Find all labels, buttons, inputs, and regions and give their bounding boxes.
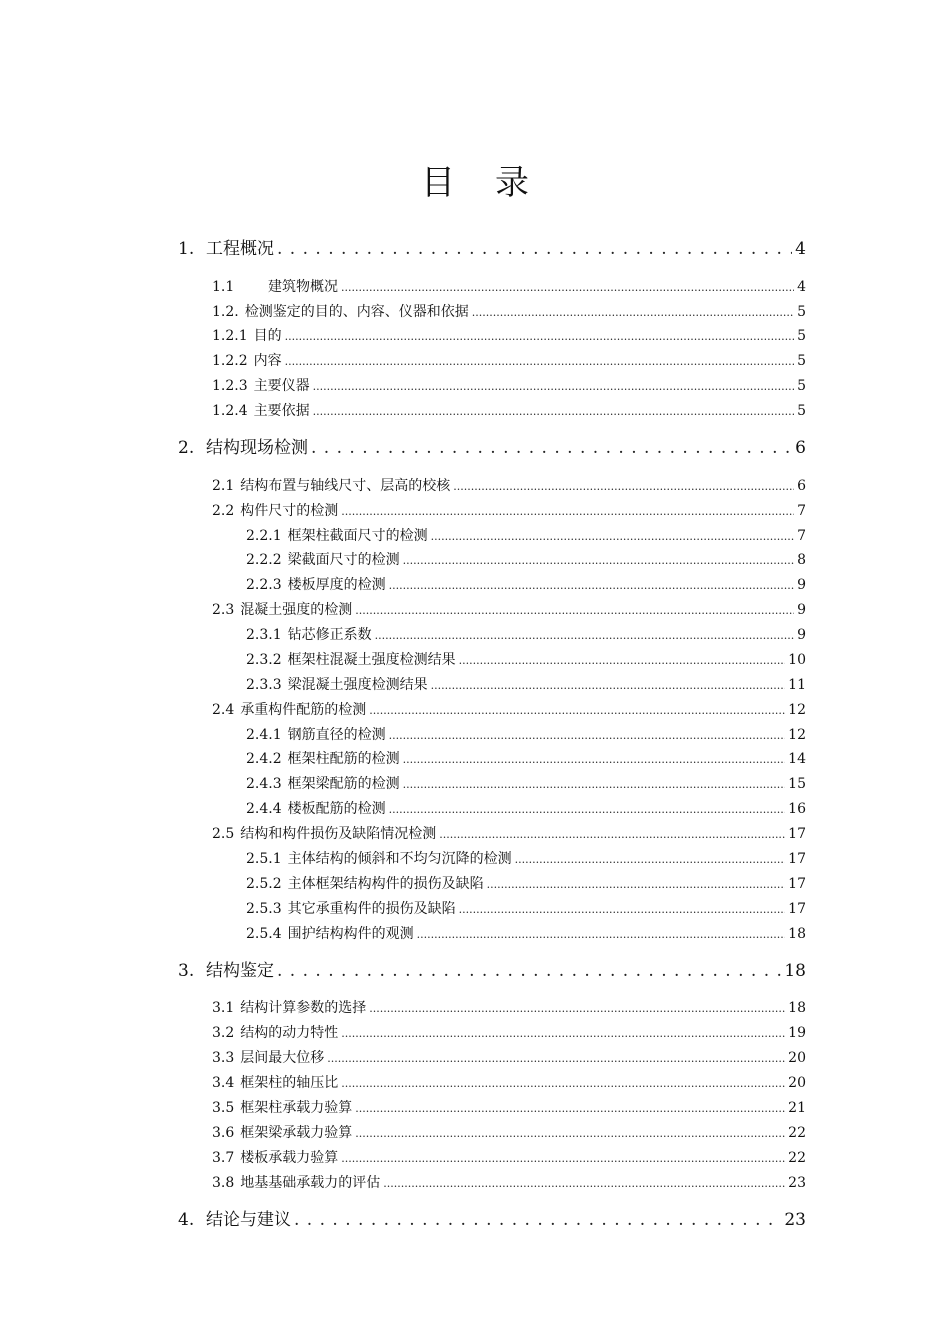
toc-entry-page-number: 16 bbox=[788, 801, 806, 817]
toc-entry-label: 框架柱截面尺寸的检测 bbox=[287, 528, 428, 544]
toc-leader-dots bbox=[311, 438, 792, 458]
toc-entry-number: 3.6 bbox=[212, 1125, 235, 1141]
toc-entry-page-number: 12 bbox=[788, 702, 806, 718]
toc-entry-page-number: 8 bbox=[797, 552, 806, 568]
toc-entry[interactable] bbox=[246, 724, 806, 744]
toc-entry-label: 框架梁配筋的检测 bbox=[287, 776, 400, 792]
toc-leader-dots bbox=[431, 528, 794, 544]
toc-entry[interactable] bbox=[212, 1122, 806, 1142]
toc-entry-label: 框架柱的轴压比 bbox=[240, 1075, 339, 1091]
toc-entry[interactable] bbox=[246, 525, 806, 545]
toc-entry-page-number: 11 bbox=[788, 677, 806, 693]
toc-leader-dots bbox=[459, 652, 786, 668]
toc-entry-page-number: 18 bbox=[784, 961, 806, 981]
toc-entry-number: 2.3.2 bbox=[246, 652, 282, 668]
toc-entry-label: 楼板配筋的检测 bbox=[287, 801, 386, 817]
toc-entry-label: 结构计算参数的选择 bbox=[240, 1000, 367, 1016]
toc-leader-dots bbox=[487, 876, 786, 892]
toc-leader-dots bbox=[341, 279, 794, 295]
toc-leader-dots bbox=[277, 961, 781, 981]
toc-entry-page-number: 5 bbox=[797, 378, 806, 394]
toc-entry-number: 2.5.1 bbox=[246, 851, 282, 867]
toc-entry-label: 层间最大位移 bbox=[240, 1050, 325, 1066]
toc-entry-number: 3.3 bbox=[212, 1050, 235, 1066]
toc-entry[interactable] bbox=[246, 923, 806, 943]
toc-entry[interactable] bbox=[246, 798, 806, 818]
toc-entry-number: 2.3 bbox=[212, 602, 235, 618]
toc-entry[interactable] bbox=[212, 1172, 806, 1192]
toc-entry-label: 检测鉴定的目的、内容、仪器和依据 bbox=[244, 304, 469, 320]
toc-entry-number: 2.4 bbox=[212, 702, 235, 718]
toc-entry-page-number: 23 bbox=[784, 1210, 806, 1230]
toc-entry-label: 构件尺寸的检测 bbox=[240, 503, 339, 519]
toc-leader-dots bbox=[403, 552, 794, 568]
toc-entry[interactable] bbox=[212, 699, 806, 719]
toc-entry-label: 建筑物概况 bbox=[268, 279, 338, 295]
toc-entry-page-number: 9 bbox=[797, 577, 806, 593]
toc-entry-number: 2.2.1 bbox=[246, 528, 282, 544]
toc-entry-label: 承重构件配筋的检测 bbox=[240, 702, 367, 718]
toc-entry-label: 主体结构的倾斜和不均匀沉降的检测 bbox=[287, 851, 512, 867]
toc-entry[interactable] bbox=[246, 873, 806, 893]
toc-entry[interactable] bbox=[246, 748, 806, 768]
toc-title bbox=[0, 155, 950, 204]
toc-entry-number: 3.2 bbox=[212, 1025, 235, 1041]
toc-leader-dots bbox=[327, 1050, 785, 1066]
toc-entry-page-number: 22 bbox=[788, 1150, 806, 1166]
toc-entry-page-number: 14 bbox=[788, 751, 806, 767]
toc-leader-dots bbox=[313, 378, 794, 394]
toc-entry-number: 3.7 bbox=[212, 1150, 235, 1166]
toc-entry-number: 3.5 bbox=[212, 1100, 235, 1116]
toc-entry-label: 结构和构件损伤及缺陷情况检测 bbox=[240, 826, 437, 842]
toc-entry-number: 2.2.3 bbox=[246, 577, 282, 593]
toc-entry-label: 框架柱配筋的检测 bbox=[287, 751, 400, 767]
toc-entry-label: 围护结构构件的观测 bbox=[287, 926, 414, 942]
toc-entry-page-number: 4 bbox=[797, 279, 806, 295]
toc-leader-dots bbox=[285, 328, 794, 344]
toc-entry-number: 1. bbox=[178, 239, 195, 259]
toc-entry-number: 3. bbox=[178, 961, 195, 981]
toc-leader-dots bbox=[355, 1100, 785, 1116]
toc-entry-number: 1.1 bbox=[212, 279, 235, 295]
toc-entry-page-number: 9 bbox=[797, 627, 806, 643]
toc-leader-dots bbox=[459, 901, 786, 917]
toc-entry-page-number: 17 bbox=[788, 851, 806, 867]
toc-leader-dots bbox=[375, 627, 794, 643]
toc-entry[interactable] bbox=[212, 1097, 806, 1117]
toc-entry-label: 内容 bbox=[253, 353, 282, 369]
toc-entry-number: 2.3.3 bbox=[246, 677, 282, 693]
toc-entry-page-number: 18 bbox=[788, 926, 806, 942]
toc-leader-dots bbox=[472, 304, 794, 320]
toc-entry-label: 梁截面尺寸的检测 bbox=[287, 552, 400, 568]
toc-entry-number: 2.4.3 bbox=[246, 776, 282, 792]
toc-entry[interactable] bbox=[212, 1147, 806, 1167]
toc-entry-label: 工程概况 bbox=[206, 239, 274, 259]
toc-entry[interactable] bbox=[178, 956, 806, 980]
toc-entry-number: 2.4.2 bbox=[246, 751, 282, 767]
toc-leader-dots bbox=[453, 478, 794, 494]
toc-entry[interactable] bbox=[212, 599, 806, 619]
toc-entry-page-number: 18 bbox=[788, 1000, 806, 1016]
toc-entry-label: 梁混凝土强度检测结果 bbox=[287, 677, 428, 693]
toc-entry-label: 结构布置与轴线尺寸、层高的校核 bbox=[240, 478, 451, 494]
toc-entry[interactable] bbox=[246, 898, 806, 918]
toc-entry-number: 2.5.2 bbox=[246, 876, 282, 892]
toc-leader-dots bbox=[355, 602, 794, 618]
toc-entry[interactable] bbox=[212, 301, 806, 321]
toc-entry[interactable] bbox=[212, 500, 806, 520]
toc-entry-page-number: 21 bbox=[788, 1100, 806, 1116]
toc-entry[interactable] bbox=[246, 773, 806, 793]
toc-entry[interactable] bbox=[212, 375, 806, 395]
toc-entry-number: 2.5.3 bbox=[246, 901, 282, 917]
toc-entry-number: 3.8 bbox=[212, 1175, 235, 1191]
toc-entry[interactable] bbox=[212, 350, 806, 370]
toc-leader-dots bbox=[515, 851, 786, 867]
toc-entry-page-number: 23 bbox=[788, 1175, 806, 1191]
toc-entry-page-number: 17 bbox=[788, 876, 806, 892]
toc-entry-page-number: 5 bbox=[797, 304, 806, 320]
toc-entry-number: 2.2 bbox=[212, 503, 235, 519]
toc-leader-dots bbox=[389, 801, 786, 817]
toc-entry-page-number: 12 bbox=[788, 727, 806, 743]
toc-leader-dots bbox=[369, 702, 785, 718]
toc-entry[interactable] bbox=[178, 433, 806, 457]
toc-entry-page-number: 6 bbox=[797, 478, 806, 494]
toc-entry[interactable] bbox=[212, 400, 806, 420]
toc-entry-number: 2.5.4 bbox=[246, 926, 282, 942]
toc-leader-dots bbox=[403, 776, 786, 792]
toc-leader-dots bbox=[369, 1000, 785, 1016]
toc-entry-page-number: 22 bbox=[788, 1125, 806, 1141]
toc-entry-label: 主要依据 bbox=[253, 403, 310, 419]
toc-entry[interactable] bbox=[212, 1047, 806, 1067]
toc-entry[interactable] bbox=[212, 325, 806, 345]
toc-leader-dots bbox=[341, 503, 794, 519]
toc-entry-label: 结构现场检测 bbox=[206, 438, 308, 458]
toc-leader-dots bbox=[294, 1210, 781, 1230]
toc-entry-page-number: 5 bbox=[797, 403, 806, 419]
toc-leader-dots bbox=[355, 1125, 785, 1141]
toc-entry-page-number: 20 bbox=[788, 1075, 806, 1091]
toc-leader-dots bbox=[341, 1075, 785, 1091]
toc-entry-label: 混凝土强度的检测 bbox=[240, 602, 353, 618]
toc-entry-label: 框架柱混凝土强度检测结果 bbox=[287, 652, 456, 668]
toc-entry-number: 1.2.1 bbox=[212, 328, 248, 344]
toc-entry-label: 地基基础承载力的评估 bbox=[240, 1175, 381, 1191]
toc-leader-dots bbox=[277, 239, 792, 259]
toc-entry[interactable] bbox=[212, 276, 806, 296]
toc-entry[interactable] bbox=[178, 1205, 806, 1229]
toc-leader-dots bbox=[431, 677, 786, 693]
toc-entry-number: 2.3.1 bbox=[246, 627, 282, 643]
toc-entry-page-number: 9 bbox=[797, 602, 806, 618]
toc-entry-label: 框架梁承载力验算 bbox=[240, 1125, 353, 1141]
toc-entry[interactable] bbox=[212, 1072, 806, 1092]
toc-entry-page-number: 19 bbox=[788, 1025, 806, 1041]
toc-entry-number: 3.1 bbox=[212, 1000, 235, 1016]
toc-entry-number: 2.2.2 bbox=[246, 552, 282, 568]
toc-entry-number: 1.2.2 bbox=[212, 353, 248, 369]
toc-entry-label: 框架柱承载力验算 bbox=[240, 1100, 353, 1116]
toc-entry-label: 钻芯修正系数 bbox=[287, 627, 372, 643]
toc-entry-number: 2.1 bbox=[212, 478, 235, 494]
toc-leader-dots bbox=[417, 926, 786, 942]
toc-entry-number: 2.4.1 bbox=[246, 727, 282, 743]
toc-entry-page-number: 7 bbox=[797, 528, 806, 544]
toc-entry[interactable] bbox=[246, 848, 806, 868]
toc-leader-dots bbox=[341, 1150, 785, 1166]
toc-entry-label: 主体框架结构构件的损伤及缺陷 bbox=[287, 876, 484, 892]
toc-entry[interactable] bbox=[246, 624, 806, 644]
toc-entry[interactable] bbox=[212, 1022, 806, 1042]
toc-leader-dots bbox=[341, 1025, 785, 1041]
toc-leader-dots bbox=[439, 826, 785, 842]
toc-entry[interactable] bbox=[246, 549, 806, 569]
toc-entry[interactable] bbox=[212, 475, 806, 495]
toc-entry-number: 2. bbox=[178, 438, 195, 458]
toc-entry-label: 其它承重构件的损伤及缺陷 bbox=[287, 901, 456, 917]
toc-entry[interactable] bbox=[178, 234, 806, 258]
toc-entry-label: 结构的动力特性 bbox=[240, 1025, 339, 1041]
toc-entry[interactable] bbox=[246, 574, 806, 594]
toc-entry-label: 目的 bbox=[253, 328, 282, 344]
toc-entry-page-number: 10 bbox=[788, 652, 806, 668]
toc-title-char-2: 录 bbox=[495, 163, 569, 203]
toc-entry-label: 钢筋直径的检测 bbox=[287, 727, 386, 743]
toc-entry-label: 结论与建议 bbox=[206, 1210, 291, 1230]
toc-entry-page-number: 17 bbox=[788, 901, 806, 917]
toc-leader-dots bbox=[313, 403, 794, 419]
toc-entry-label: 结构鉴定 bbox=[206, 961, 274, 981]
toc-leader-dots bbox=[285, 353, 794, 369]
toc-entry-page-number: 20 bbox=[788, 1050, 806, 1066]
toc-entry-number: 1.2.3 bbox=[212, 378, 248, 394]
toc-entry-page-number: 6 bbox=[795, 438, 806, 458]
toc-entry-page-number: 17 bbox=[788, 826, 806, 842]
toc-leader-dots bbox=[389, 577, 794, 593]
toc-entry-number: 3.4 bbox=[212, 1075, 235, 1091]
toc-entry-page-number: 7 bbox=[797, 503, 806, 519]
toc-entry-page-number: 4 bbox=[795, 239, 806, 259]
toc-leader-dots bbox=[389, 727, 786, 743]
toc-leader-dots bbox=[403, 751, 786, 767]
toc-title-char-1: 目 bbox=[421, 163, 495, 203]
toc-leader-dots bbox=[383, 1175, 785, 1191]
toc-entry-page-number: 15 bbox=[788, 776, 806, 792]
toc-entry[interactable] bbox=[212, 997, 806, 1017]
toc-entry-page-number: 5 bbox=[797, 328, 806, 344]
toc-entry[interactable] bbox=[246, 649, 806, 669]
toc-entry-label: 楼板承载力验算 bbox=[240, 1150, 339, 1166]
toc-entry[interactable] bbox=[212, 823, 806, 843]
toc-entry-number: 4. bbox=[178, 1210, 195, 1230]
toc-entry-number: 1.2.4 bbox=[212, 403, 248, 419]
toc-entry-number: 2.5 bbox=[212, 826, 235, 842]
toc-entry-number: 1.2. bbox=[212, 304, 239, 320]
toc-entry-label: 楼板厚度的检测 bbox=[287, 577, 386, 593]
toc-entry[interactable] bbox=[246, 674, 806, 694]
toc-entry-label: 主要仪器 bbox=[253, 378, 310, 394]
toc-entry-page-number: 5 bbox=[797, 353, 806, 369]
toc-entry-number: 2.4.4 bbox=[246, 801, 282, 817]
